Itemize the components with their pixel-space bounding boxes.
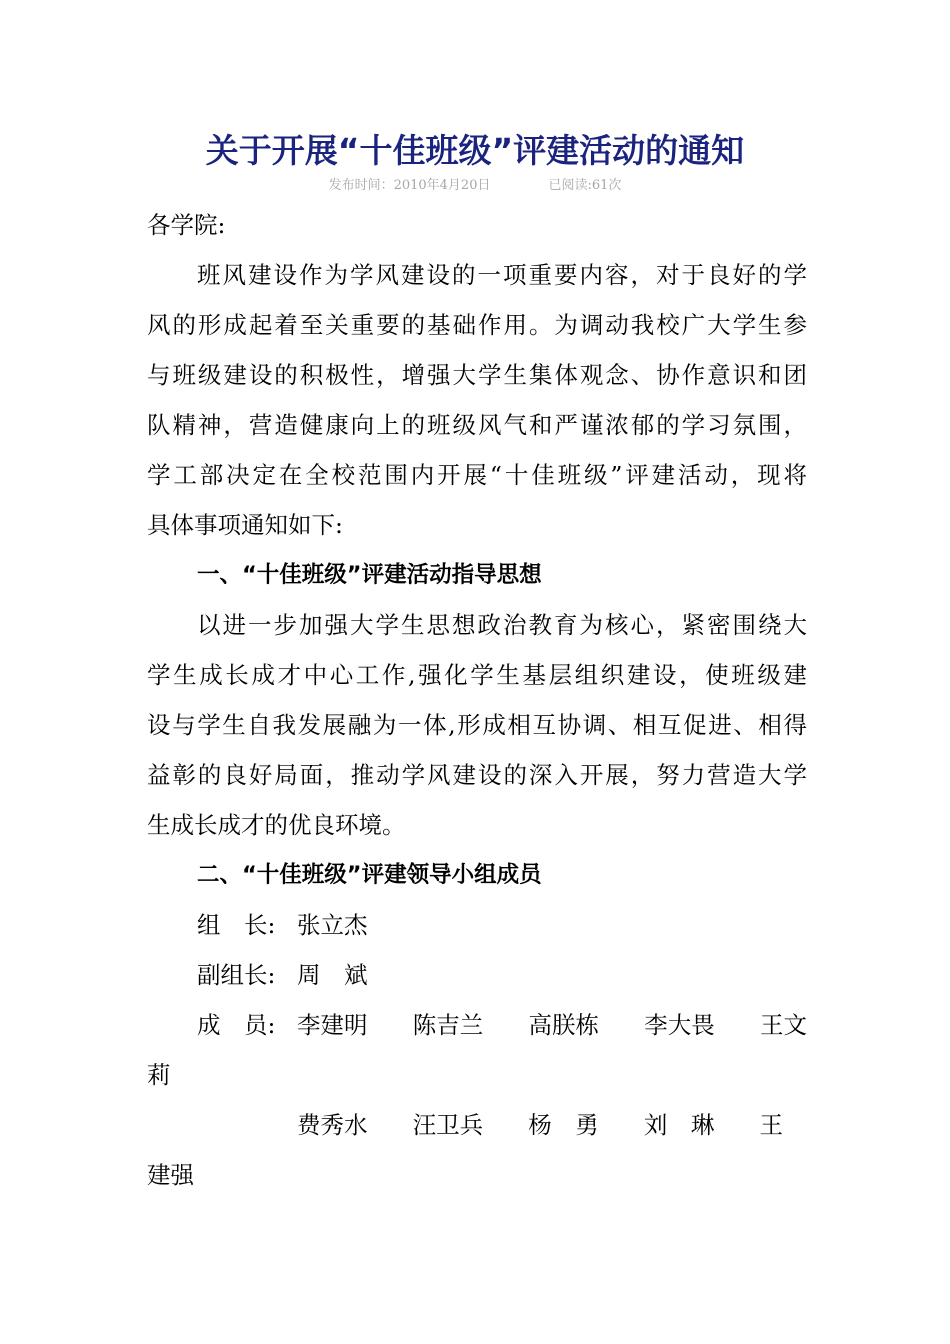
members-row-2-wrap: 建强 [147,1161,194,1189]
document-body [147,200,807,1200]
salutation: 各学院: [147,211,226,239]
leader-row [147,900,807,950]
section-1-line-1: 以进一步加强大学生思想政治教育为核心，紧密围绕大 [197,611,807,639]
members-row-2 [147,1100,807,1150]
publish-meta [0,177,950,195]
section-1-heading: 一、“十佳班级”评建活动指导思想 [197,562,542,588]
leader-name: 张立杰 [297,911,368,939]
members-names-1 [297,1000,807,1050]
deputy-name: 周 斌 [297,961,368,989]
member-name: 王文 [760,1011,807,1039]
intro-line-1: 班风建设作为学风建设的一项重要内容，对于良好的学 [197,261,807,289]
deputy-row [147,950,807,1000]
member-name: 陈吉兰 [412,1011,484,1039]
document-title: 关于开展“十佳班级”评建活动的通知 [205,131,745,170]
intro-line-5: 学工部决定在全校范围内开展“十佳班级”评建活动，现将 [147,461,807,489]
section-1-line-5: 生成长成才的优良环境。 [147,811,406,839]
member-name: 王 [759,1111,783,1139]
members-names-2 [297,1100,807,1150]
read-count: 已阅读:61次 [548,178,622,193]
section-1-line-4: 益彰的良好局面，推动学风建设的深入开展，努力营造大学 [147,761,807,789]
member-name: 费秀水 [297,1111,368,1139]
member-name: 高朕栋 [528,1011,599,1039]
intro-line-4: 队精神，营造健康向上的班级风气和严谨浓郁的学习氛围， [147,411,807,439]
publish-time: 发布时间：2010年4月20日 [328,178,491,193]
members-row-1-wrap: 莉 [147,1061,171,1089]
intro-line-6: 具体事项通知如下: [147,511,343,539]
member-name: 李大畏 [644,1011,715,1039]
members-label: 成 员: [197,1011,276,1039]
section-1-line-2: 学生成长成才中心工作,强化学生基层组织建设，使班级建 [147,661,807,689]
intro-line-3: 与班级建设的积极性，增强大学生集体观念、协作意识和团 [147,361,807,389]
section-2-heading: 二、“十佳班级”评建领导小组成员 [197,862,542,888]
member-name: 李建明 [297,1011,368,1039]
member-name: 杨 勇 [528,1111,599,1139]
member-name: 刘 琳 [643,1111,715,1139]
leader-label: 组 长: [197,911,276,939]
members-row-1 [147,1000,807,1050]
deputy-label: 副组长: [197,961,276,989]
member-name: 汪卫兵 [412,1111,484,1139]
section-1-line-3: 设与学生自我发展融为一体,形成相互协调、相互促进、相得 [147,711,807,739]
intro-line-2: 风的形成起着至关重要的基础作用。为调动我校广大学生参 [147,311,807,339]
